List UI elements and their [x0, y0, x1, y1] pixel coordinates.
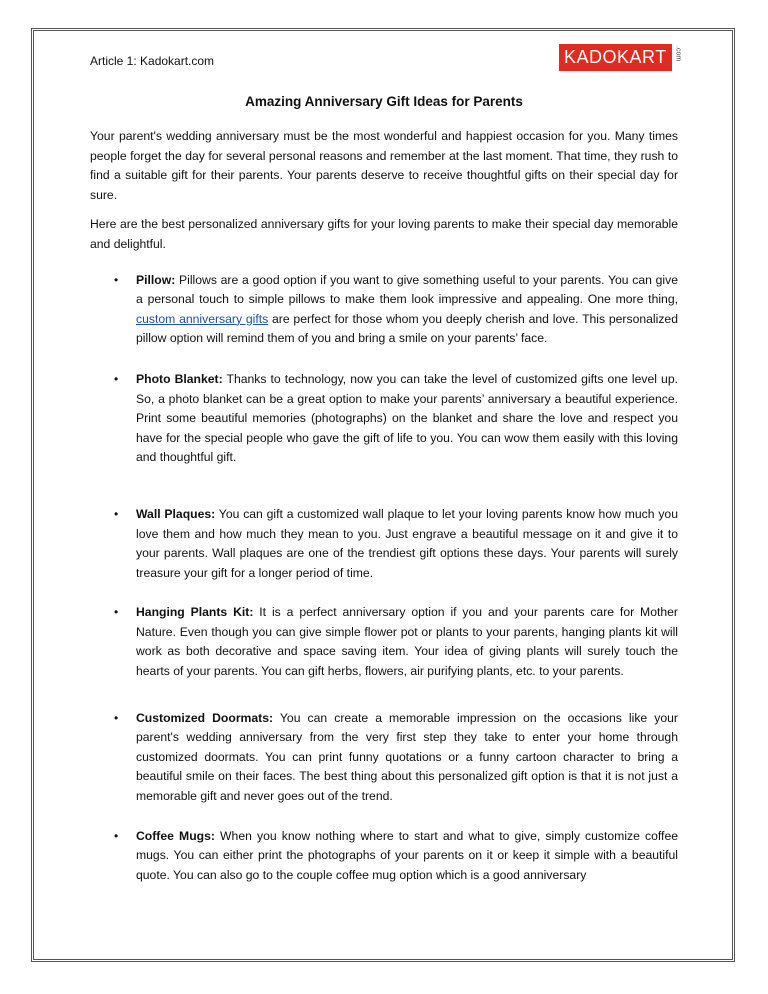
list-item — [90, 505, 678, 583]
logo-text: KADOKART — [559, 44, 672, 71]
bullet-icon: • — [114, 506, 119, 521]
bullet-icon: • — [114, 371, 119, 386]
gift-text: It is a perfect anniversary option if you and your parents care for Mother Nature. Even though you can give simple flower pot or plants to your parents, hanging plants kit will work as both decorative and space saving item. Your idea of giving plants will surely touch the hearts of your parents. You can gift herbs, flowers, air purifying plants, etc. to your parents. — [136, 605, 678, 679]
gift-name: Wall Plaques: — [136, 506, 216, 521]
bullet-icon: • — [114, 710, 119, 725]
gift-name: Coffee Mugs: — [136, 828, 215, 843]
gift-name: Photo Blanket: — [136, 371, 223, 386]
gift-name: Pillow: — [136, 272, 176, 287]
bullet-icon: • — [114, 828, 119, 843]
gift-text: are perfect for those whom you deeply cherish and love. This personalized pillow option will remind them of you and bring a smile on your parents’ face. — [136, 311, 678, 346]
gift-name: Hanging Plants Kit: — [136, 605, 254, 620]
gift-text: When you know nothing where to start and what to give, simply customize coffee mugs. You can either print the photographs of your parents on it or keep it simple with a beautiful quote. You can also go to the couple coffee mug option which is a good anniversary — [136, 828, 678, 882]
list-item — [90, 370, 678, 468]
kadokart-logo — [559, 44, 683, 71]
gift-text: Thanks to technology, now you can take the level of customized gifts one level up. So, a photo blanket can be a great option to make your parents’ anniversary a beautiful experience. Print some beautiful memories (photographs) on the blanket and share the love and respect you have for the special people who gave the gift of life to you. You can wow them easily with this loving and thoughtful gift. — [136, 371, 678, 465]
page-title: Amazing Anniversary Gift Ideas for Parents — [245, 94, 523, 109]
gift-name: Customized Doormats: — [136, 710, 274, 725]
gift-text: You can create a memorable impression on the occasions like your parent's wedding anniversary from the very first step they take to enter your home through customized doormats. You can print funny quotations or a funny cartoon character to bring a beautiful smile on their faces. The best thing about this personalized gift option is that it is not just a memorable gift and never goes out of the trend. — [136, 710, 678, 804]
list-item — [90, 709, 678, 807]
list-item — [90, 271, 678, 349]
list-item — [90, 827, 678, 886]
bullet-icon: • — [114, 605, 119, 620]
custom-anniversary-gifts-link[interactable]: custom anniversary gifts — [136, 311, 269, 326]
intro-paragraph: Your parent's wedding anniversary must be the most wonderful and happiest occasion for you. Many times people forget the day for several personal reasons and remember at the last moment. That time, they rush to find a suitable gift for their parents. Your parents deserve to receive thoughtful gifts on their special day for sure. — [90, 129, 678, 202]
intro-paragraph: Here are the best personalized anniversary gifts for your loving parents to make their special day memorable and delightful. — [90, 217, 678, 251]
article-label: Article 1: Kadokart.com — [90, 54, 215, 68]
gift-text: Pillows are a good option if you want to give something useful to your parents. You can give a personal touch to simple pillows to make them look impressive and appealing. One more thing, — [136, 272, 678, 307]
gift-list — [90, 271, 678, 886]
bullet-icon: • — [114, 272, 119, 287]
gift-text: You can gift a customized wall plaque to let your loving parents know how much you love them and how much they mean to you. Just engrave a beautiful message on it and give it to your parents. Wall plaques are one of the trendiest gift options these days. Your parents will surely treasure your gift for a longer period of time. — [136, 506, 678, 580]
logo-suffix: .com — [674, 46, 682, 62]
list-item — [90, 603, 678, 681]
article-body — [90, 127, 678, 885]
